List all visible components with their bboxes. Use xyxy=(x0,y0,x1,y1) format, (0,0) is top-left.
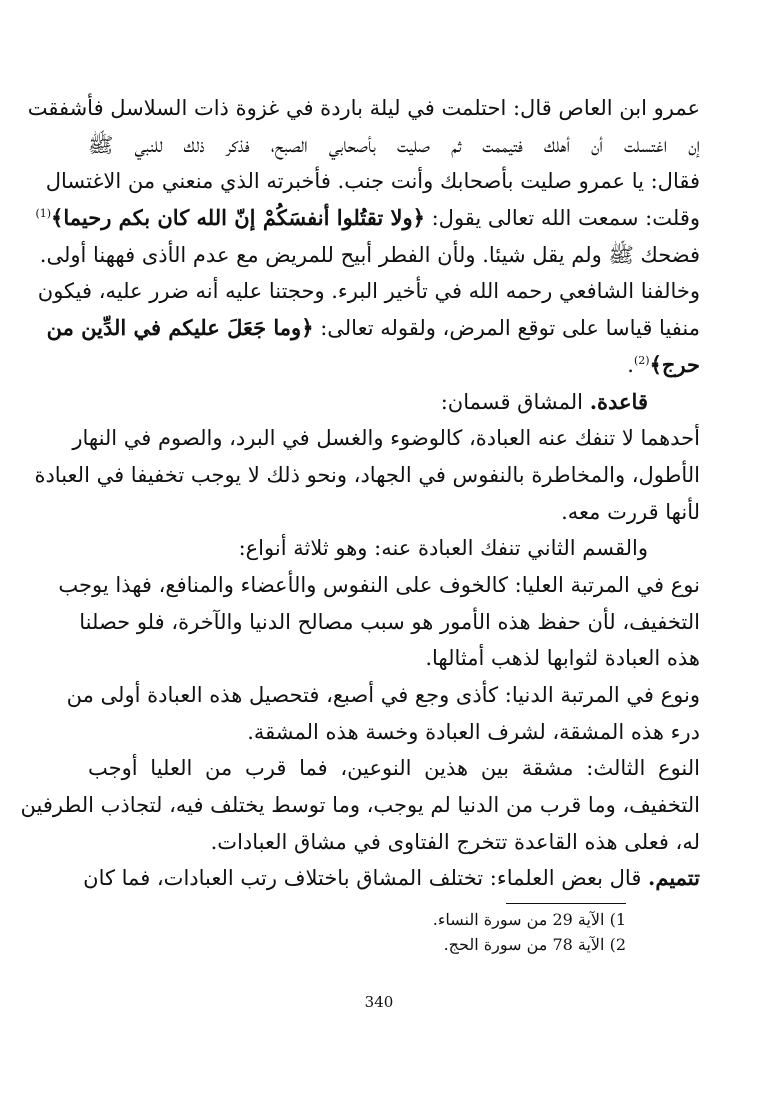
text-line xyxy=(35,200,700,237)
text-line: درء هذه المشقة، لشرف العبادة وخسة هذه المشقة. xyxy=(247,719,700,744)
footnote: 1) الآية 29 من سورة النساء. xyxy=(432,910,626,929)
quran-quote: ﴿وما جَعَلَ عليكم في الدِّين من xyxy=(46,315,314,341)
text-segment: منفيا قياسا على توقع المرض، ولقوله تعالى: xyxy=(320,316,700,341)
quran-quote: حرج﴾ xyxy=(649,351,700,377)
text-segment: . xyxy=(627,352,634,377)
text-line xyxy=(83,860,700,897)
text-line: له، فعلى هذه القاعدة تتخرج الفتاوى في مشاق العبادات. xyxy=(210,829,700,854)
text-line: والقسم الثاني تنفك العبادة عنه: وهو ثلاثة أنواع: xyxy=(238,536,648,561)
page-body xyxy=(20,90,700,897)
text-line: الأطول، والمخاطرة بالنفوس في الجهاد، ونحو ذلك لا يوجب تخفيفا في العبادة xyxy=(34,462,700,487)
footnotes xyxy=(200,907,626,957)
text-segment: وقلت: سمعت الله تعالى يقول: xyxy=(431,206,700,231)
text-segment: قال بعض العلماء: تختلف المشاق باختلاف رتب العبادات، فما كان xyxy=(83,866,642,891)
text-line: ونوع في المرتبة الدنيا: كأذى وجع في أصبع، فتحصيل هذه العبادة أولى من xyxy=(66,683,700,707)
text-line: النوع الثالث: مشقة بين هذين النوعين، فما قرب من العليا أوجب xyxy=(88,756,700,781)
footnote-ref: (1) xyxy=(35,207,52,221)
text-line: إن اغتسلت أن أهلك فتيممت ثم صليت بأصحابي الصبح، فذكر ذلك للنبي ﷺ xyxy=(88,132,700,157)
text-line xyxy=(88,347,700,384)
text-line: التخفيف، لأن حفظ هذه الأمور هو سبب مصالح الدنيا والآخرة، فلو حصلنا xyxy=(79,609,700,634)
section-heading: قاعدة. xyxy=(589,388,648,414)
quran-quote: ﴿ولا تقتُلوا أنفسَكُمْ إنّ الله كان بكم رحيما﴾ xyxy=(51,205,425,231)
text-line xyxy=(88,384,700,421)
footnote-divider xyxy=(506,903,626,904)
text-line: لأنها قررت معه. xyxy=(561,499,700,524)
text-line: وخالفنا الشافعي رحمه الله في تأخير البرء. وحجتنا عليه أنه ضرر عليه، فيكون xyxy=(37,279,700,304)
text-line: عمرو ابن العاص قال: احتلمت في ليلة باردة في غزوة ذات السلاسل فأشفقت xyxy=(27,96,700,120)
text-line: فقال: يا عمرو صليت بأصحابك وأنت جنب. فأخبرته الذي منعني من الاغتسال xyxy=(45,169,700,194)
text-line: أحدهما لا تنفك عنه العبادة، كالوضوء والغسل في البرد، والصوم في النهار xyxy=(72,426,700,451)
text-line: نوع في المرتبة العليا: كالخوف على النفوس والأعضاء والمنافع، فهذا يوجب xyxy=(58,572,700,597)
text-line: التخفيف، وما قرب من الدنيا لم يوجب، وما توسط يختلف فيه، لتجاذب الطرفين xyxy=(20,793,700,818)
text-line: فضحك ﷺ ولم يقل شيئا. ولأن الفطر أبيح للمريض مع عدم الأذى فههنا أولى. xyxy=(39,242,700,267)
text-line: هذه العبادة لثوابها لذهب أمثالها. xyxy=(425,646,700,671)
section-heading: تتميم. xyxy=(648,865,700,891)
text-segment: المشاق قسمان: xyxy=(440,389,583,414)
footnote-ref: (2) xyxy=(633,353,650,367)
text-line xyxy=(46,310,700,347)
page-number: 340 xyxy=(364,993,394,1011)
footnote: 2) الآية 78 من سورة الحج. xyxy=(443,935,626,954)
